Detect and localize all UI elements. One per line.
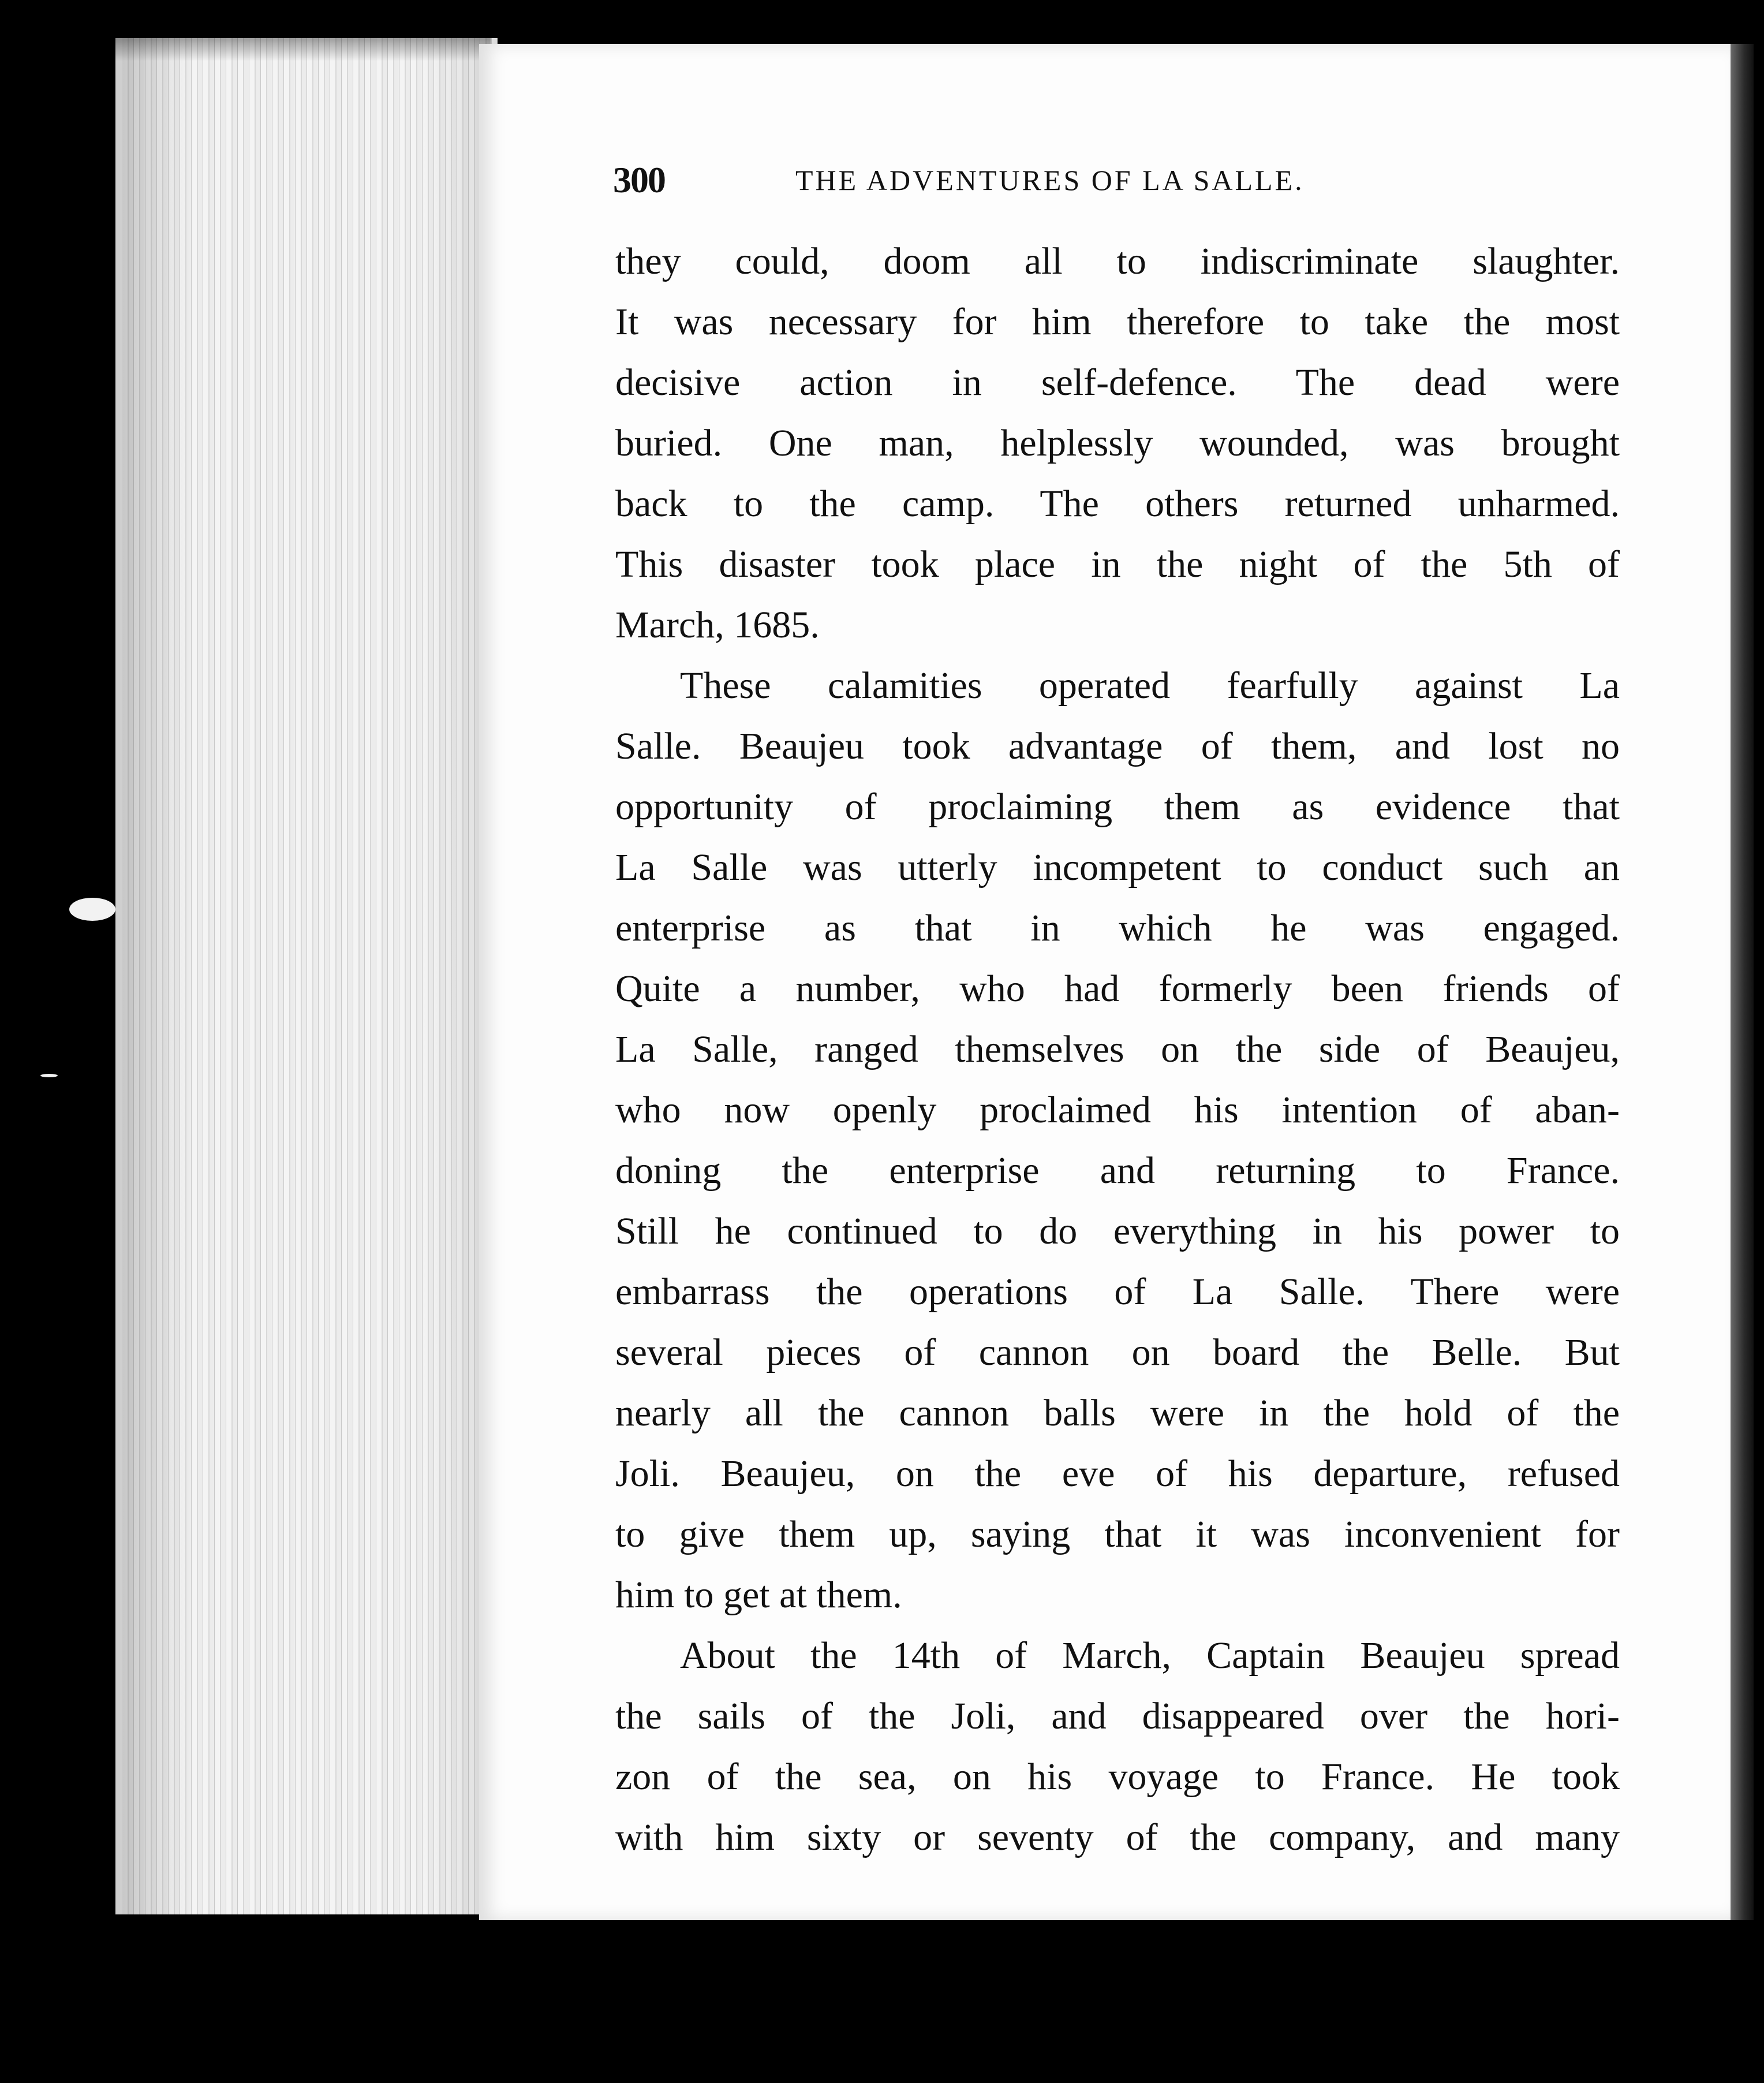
book-page-edges	[115, 38, 498, 1914]
text-line: zon of the sea, on his voyage to France. He took	[615, 1756, 1620, 1798]
text-line: the sails of the Joli, and disappeared over the hori-	[615, 1695, 1620, 1737]
text-line: March, 1685.	[615, 604, 820, 646]
page-header	[613, 151, 1623, 209]
text-line: opportunity of proclaiming them as evidence that	[615, 786, 1620, 828]
text-line: This disaster took place in the night of the 5th of	[615, 543, 1620, 585]
text-line: buried. One man, helplessly wounded, was brought	[615, 422, 1620, 464]
text-line: nearly all the cannon balls were in the hold of the	[615, 1392, 1620, 1434]
text-line: Salle. Beaujeu took advantage of them, and lost no	[615, 725, 1620, 767]
text-line: Quite a number, who had formerly been friends of	[615, 968, 1620, 1010]
scan-speck	[40, 1074, 58, 1077]
running-head: THE ADVENTURES OF LA SALLE.	[795, 164, 1305, 196]
scan-speck	[69, 898, 115, 921]
text-line: La Salle, ranged themselves on the side of Beaujeu,	[615, 1028, 1620, 1070]
text-line: Still he continued to do everything in his power to	[615, 1210, 1620, 1252]
text-line: Joli. Beaujeu, on the eve of his departure, refused	[615, 1453, 1620, 1495]
text-line: It was necessary for him therefore to take the most	[615, 301, 1620, 343]
text-line: back to the camp. The others returned unharmed.	[615, 483, 1620, 525]
text-line: doning the enterprise and returning to France.	[615, 1149, 1620, 1192]
text-line: several pieces of cannon on board the Belle. But	[615, 1331, 1620, 1373]
text-line: About the 14th of March, Captain Beaujeu spread	[680, 1634, 1620, 1677]
text-line: who now openly proclaimed his intention of aban-	[615, 1089, 1620, 1131]
binding-edge	[1731, 44, 1754, 1920]
body-text	[615, 231, 1620, 1868]
text-line: to give them up, saying that it was inconvenient for	[615, 1513, 1620, 1555]
text-line: These calamities operated fearfully against La	[680, 665, 1620, 707]
text-line: with him sixty or seventy of the company, and many	[615, 1816, 1620, 1858]
page-edge-shadow	[115, 38, 491, 61]
text-line: they could, doom all to indiscriminate slaughter.	[615, 240, 1620, 282]
text-line: enterprise as that in which he was engaged.	[615, 907, 1620, 949]
text-line: him to get at them.	[615, 1574, 902, 1616]
text-line: embarrass the operations of La Salle. There were	[615, 1271, 1620, 1313]
page-number: 300	[613, 159, 665, 200]
text-line: decisive action in self-defence. The dead were	[615, 361, 1620, 404]
text-line: La Salle was utterly incompetent to conduct such an	[615, 846, 1620, 889]
